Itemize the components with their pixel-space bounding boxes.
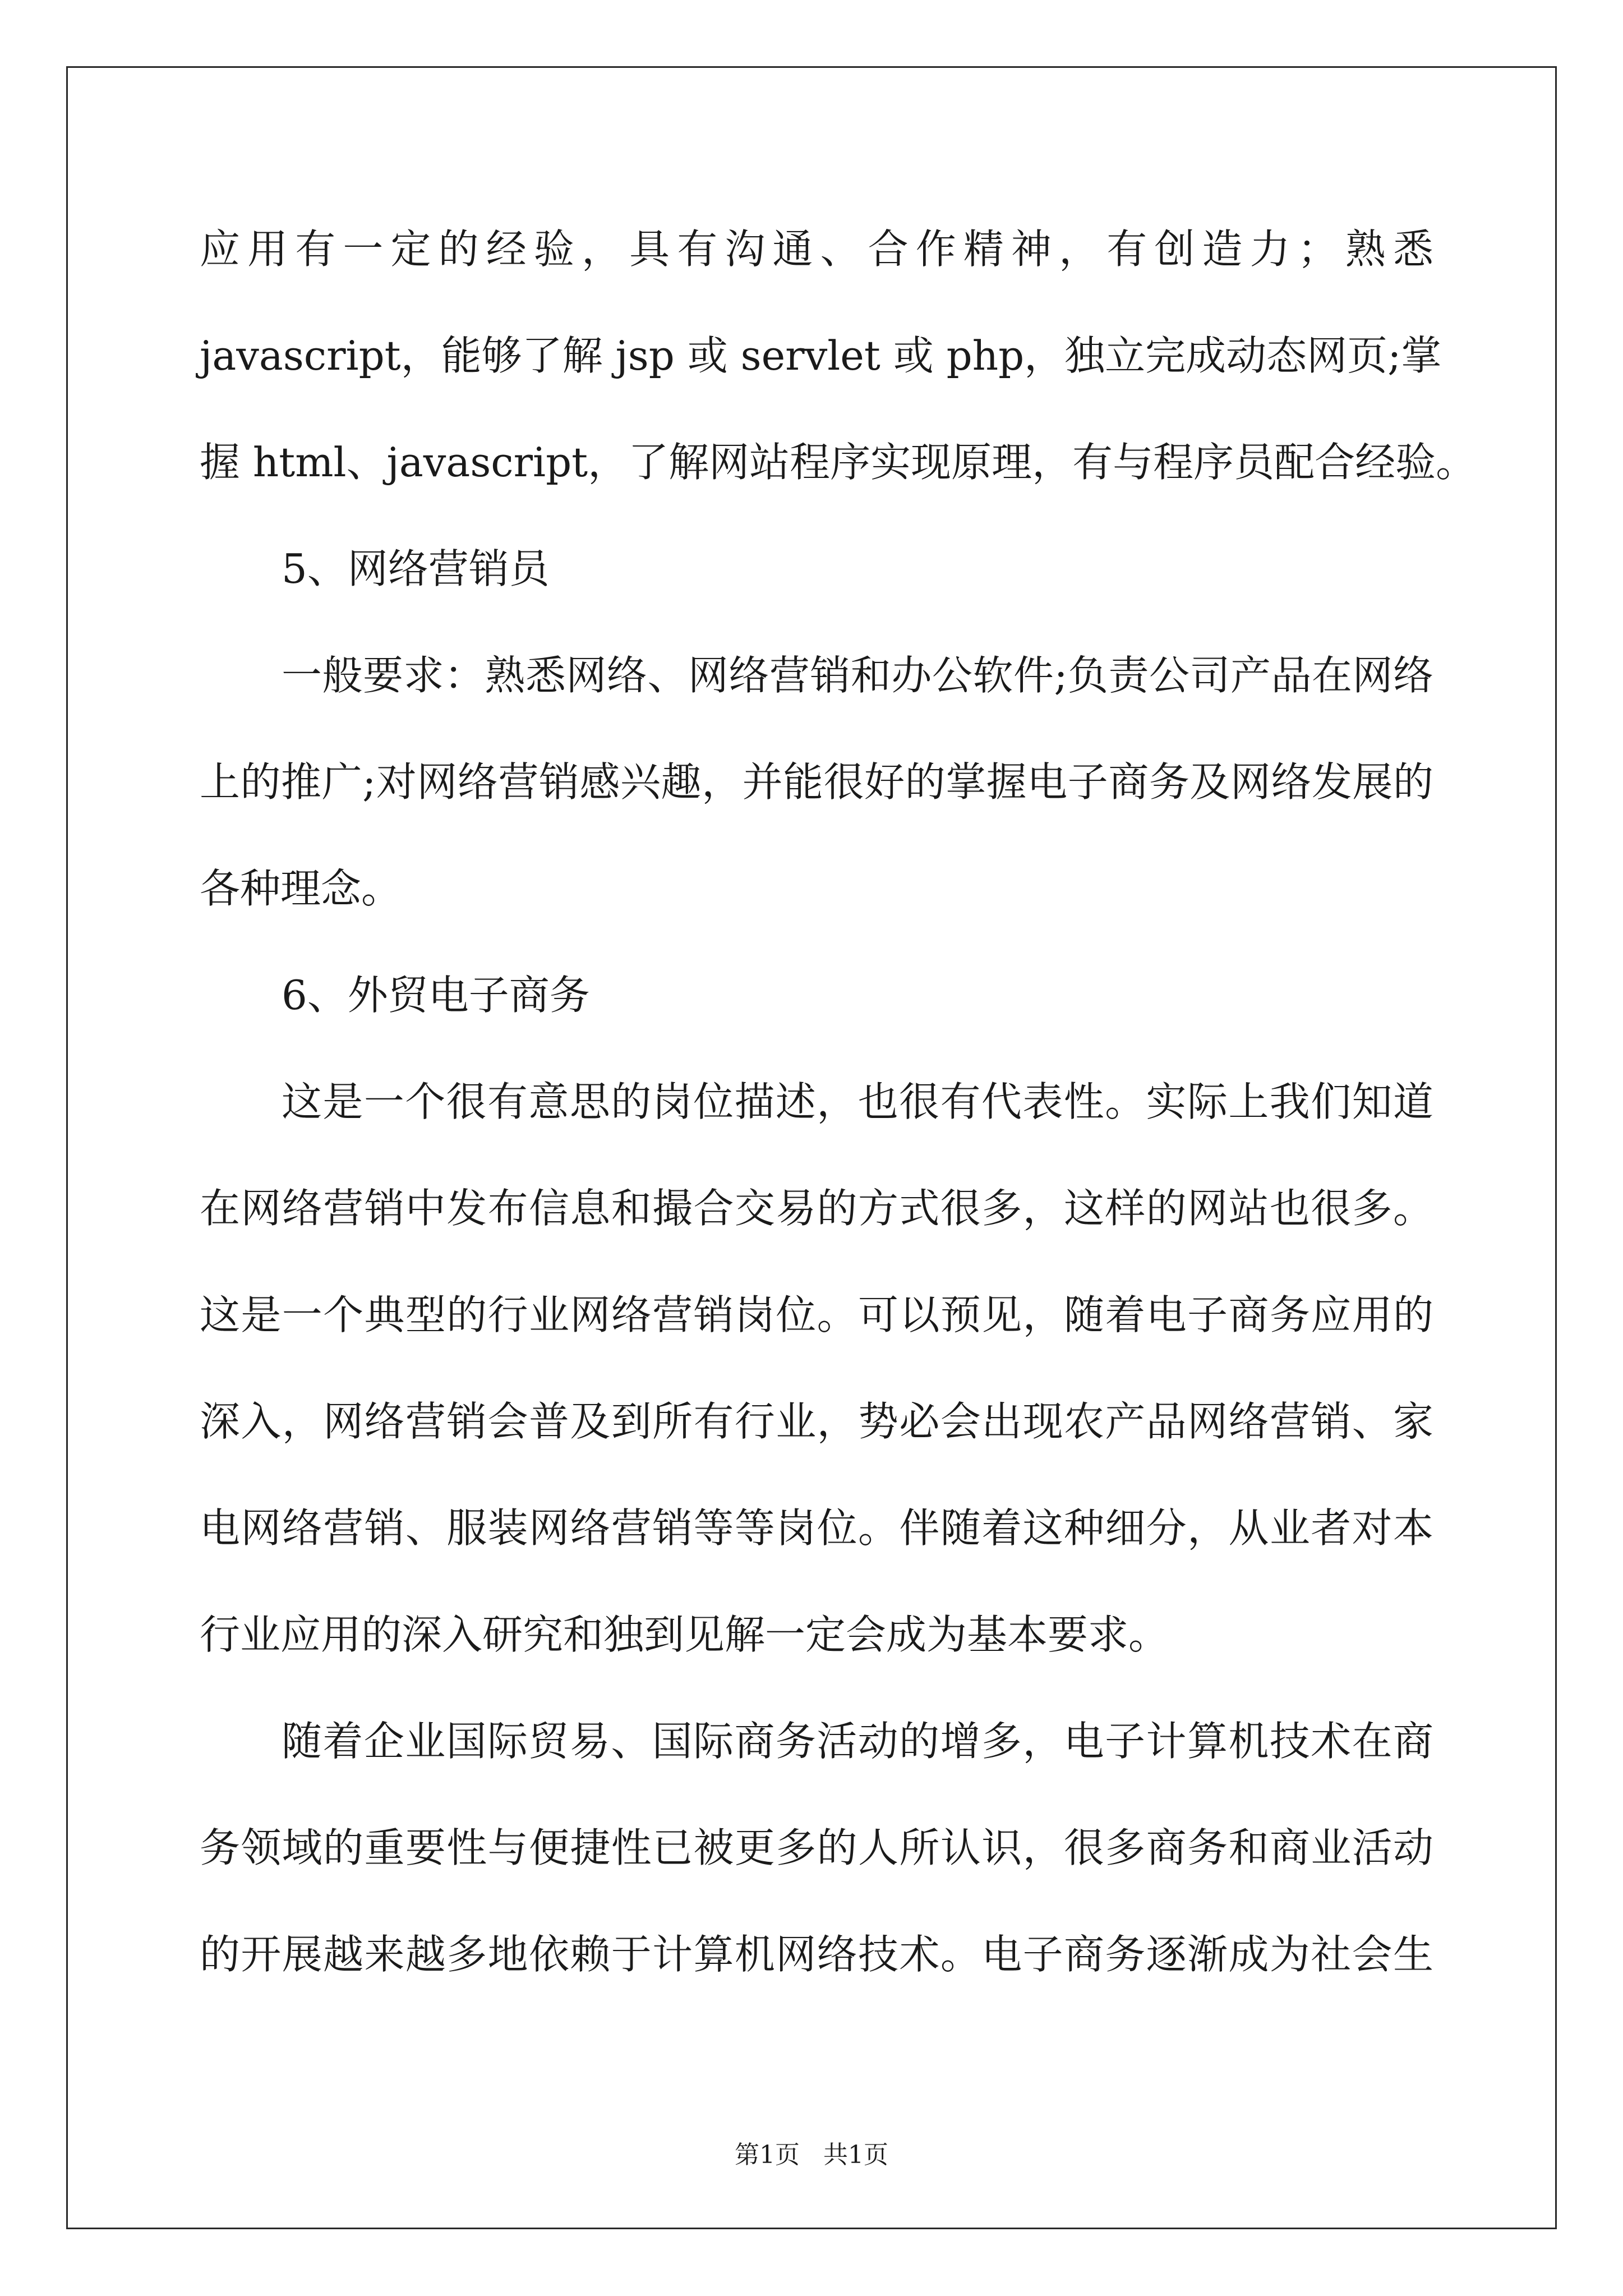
paragraph-line: 一般要求：熟悉网络、网络营销和办公软件;负责公司产品在网络 xyxy=(282,652,1433,699)
paragraph-line: 在网络营销中发布信息和撮合交易的方式很多，这样的网站也很多。 xyxy=(200,1185,1433,1232)
paragraph-line: 行业应用的深入研究和独到见解一定会成为基本要求。 xyxy=(200,1611,1169,1658)
paragraph-line: 深入，网络营销会普及到所有行业，势必会出现农产品网络营销、家 xyxy=(200,1398,1433,1445)
paragraph-line: 这是一个典型的行业网络营销岗位。可以预见，随着电子商务应用的 xyxy=(200,1291,1433,1338)
paragraph-line: 随着企业国际贸易、国际商务活动的增多，电子计算机技术在商 xyxy=(282,1718,1433,1765)
paragraph-line: 务领域的重要性与便捷性已被更多的人所认识，很多商务和商业活动 xyxy=(200,1824,1433,1871)
paragraph-line: 电网络营销、服装网络营销等等岗位。伴随着这种细分，从业者对本 xyxy=(200,1504,1433,1552)
paragraph-line: 上的推广;对网络营销感兴趣，并能很好的掌握电子商务及网络发展的 xyxy=(200,758,1433,806)
paragraph-line: 各种理念。 xyxy=(200,865,402,912)
paragraph-line: 握 html、javascript，了解网站程序实现原理，有与程序员配合经验。 xyxy=(200,439,1477,486)
paragraph-line: 这是一个很有意思的岗位描述，也很有代表性。实际上我们知道 xyxy=(282,1078,1433,1125)
paragraph-line: 应用有一定的经验，具有沟通、合作精神，有创造力；熟悉 xyxy=(200,226,1433,273)
page-total: 共1页 xyxy=(823,2141,888,2169)
page-footer xyxy=(0,2138,1623,2172)
paragraph-line: javascript，能够了解 jsp 或 servlet 或 php，独立完成动态网页;掌 xyxy=(200,332,1442,379)
page-border xyxy=(66,66,1557,2229)
section-heading: 6、外贸电子商务 xyxy=(282,972,590,1019)
page-number: 第1页 xyxy=(735,2141,800,2169)
section-heading: 5、网络营销员 xyxy=(282,545,550,592)
paragraph-line: 的开展越来越多地依赖于计算机网络技术。电子商务逐渐成为社会生 xyxy=(200,1931,1433,1978)
